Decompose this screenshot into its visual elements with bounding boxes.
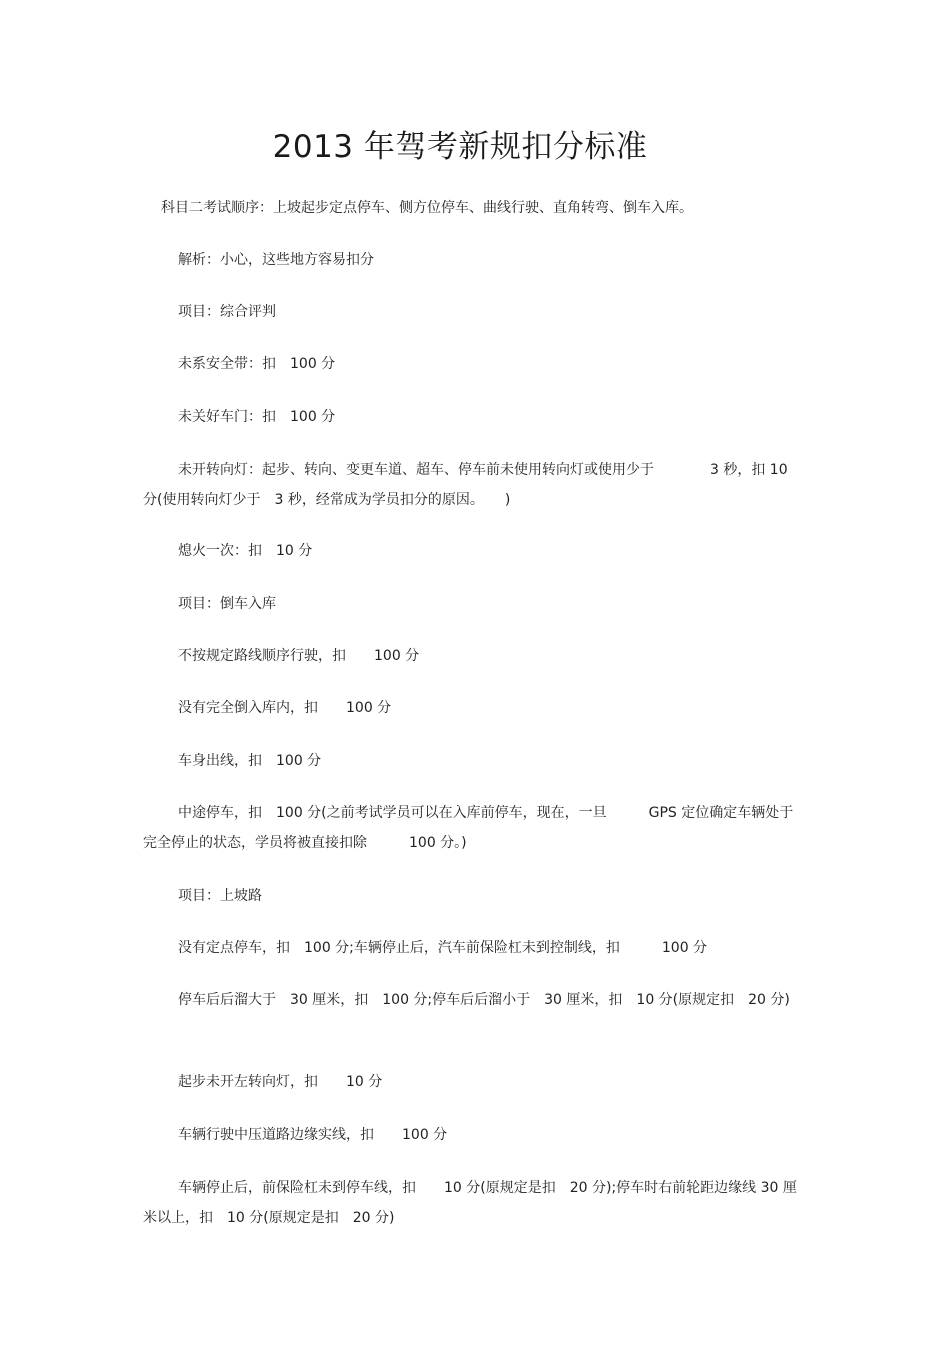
paragraph-stall: 熄火一次：扣 10 分 (178, 543, 313, 559)
paragraph-left-signal: 起步未开左转向灯，扣 10 分 (178, 1074, 383, 1090)
paragraph-section-reverse-parking: 项目：倒车入库 (178, 596, 276, 612)
paragraph-exam-order: 科目二考试顺序：上坡起步定点停车、侧方位停车、曲线行驶、直角转弯、倒车入库。 (161, 200, 693, 216)
paragraph-bumper-stop-line: 车辆停止后，前保险杠未到停车线，扣 10 分(原规定是扣 20 分);停车时右前轮距边缘线 30 厘米以上，扣 10 分(原规定是扣 20 分) (143, 1180, 797, 1226)
paragraph-out-of-line: 车身出线，扣 100 分 (178, 753, 322, 769)
paragraph-door: 未关好车门：扣 100 分 (178, 409, 336, 425)
paragraph-fixed-point-stop: 没有定点停车，扣 100 分;车辆停止后，汽车前保险杠未到控制线，扣 100 分 (178, 940, 708, 956)
paragraph-route-order: 不按规定路线顺序行驶，扣 100 分 (178, 648, 420, 664)
paragraph-turn-signal: 未开转向灯：起步、转向、变更车道、超车、停车前未使用转向灯或使用少于 3 秒，扣 10 分(使用转向灯少于 3 秒，经常成为学员扣分的原因。 ) (143, 462, 788, 508)
paragraph-seatbelt: 未系安全带：扣 100 分 (178, 356, 336, 372)
paragraph-not-fully-in: 没有完全倒入库内，扣 100 分 (178, 700, 392, 716)
paragraph-analysis: 解析：小心，这些地方容易扣分 (178, 252, 374, 268)
paragraph-section-comprehensive: 项目：综合评判 (178, 304, 276, 320)
document-title: 2013 年驾考新规扣分标准 (272, 129, 648, 165)
paragraph-edge-line: 车辆行驶中压道路边缘实线，扣 100 分 (178, 1127, 448, 1143)
paragraph-section-slope: 项目：上坡路 (178, 888, 262, 904)
paragraph-rollback: 停车后后溜大于 30 厘米，扣 100 分;停车后后溜小于 30 厘米，扣 10 分(原规定扣 20 分) (178, 992, 790, 1008)
paragraph-midway-stop: 中途停车，扣 100 分(之前考试学员可以在入库前停车，现在，一旦 GPS 定位确定车辆处于完全停止的状态，学员将被直接扣除 100 分。) (143, 805, 794, 851)
